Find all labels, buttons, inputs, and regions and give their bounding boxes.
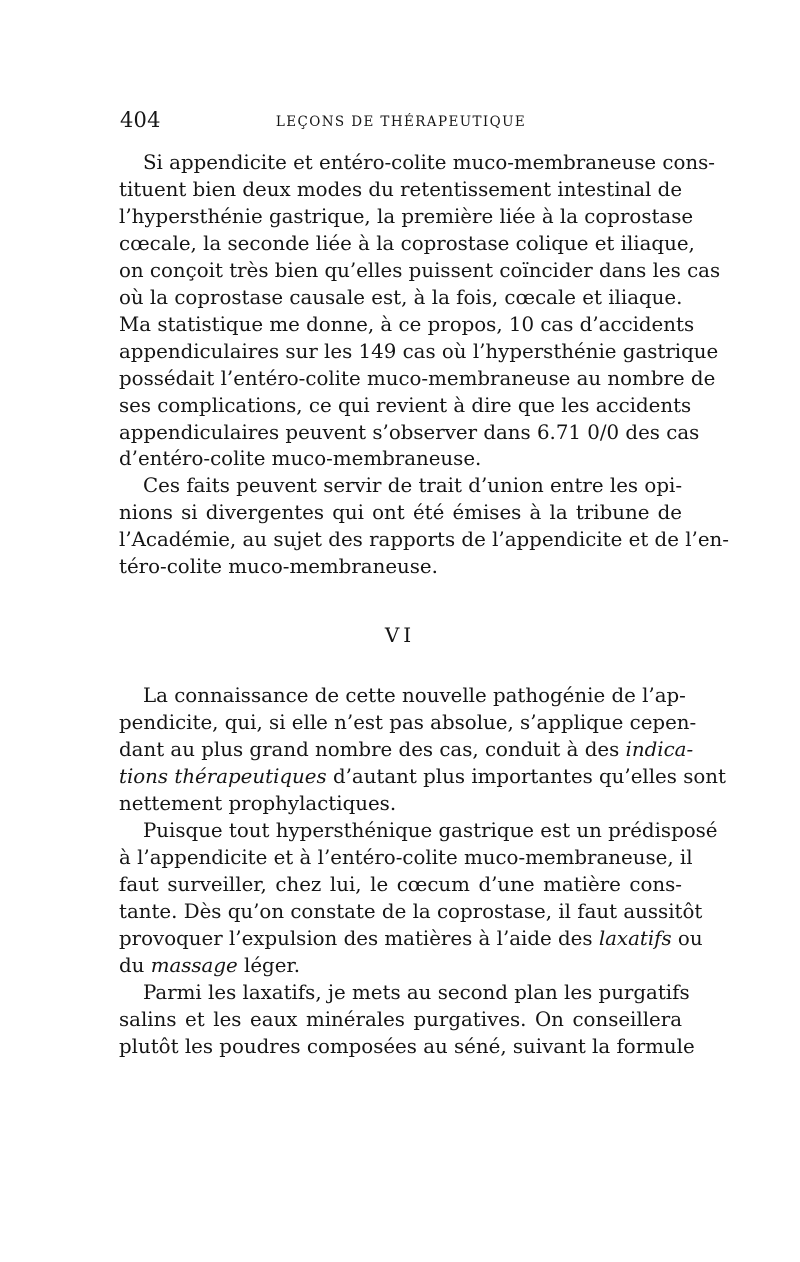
text-line [119,737,694,764]
section-number: VI [384,623,416,647]
text-line: Ma statistique me donne, à ce propos, 10 cas d’accidents [119,312,695,336]
italic-text: tions thérapeutiques [119,764,327,788]
text-line: plutôt les poudres composées au séné, suivant la formule [119,1034,695,1058]
text-line: Parmi les laxatifs, je mets au second plan les purgatifs [143,981,690,1004]
text-line: La connaissance de cette nouvelle pathogénie de l’ap- [143,684,686,707]
text-line: ses complications, ce qui revient à dire que les accidents [119,393,692,417]
text-segment: du [119,953,151,977]
paragraph-surveillance [119,818,718,980]
text-line: où la coprostase causale est, à la fois, cœcale et iliaque. [119,285,683,309]
text-line: salins et les eaux minérales purgatives. On conseillera [119,1007,682,1031]
text-line: appendiculaires peuvent s’observer dans 6.71 0/0 des cas [119,420,700,444]
text-line [119,764,726,791]
text-line: faut surveiller, chez lui, le cœcum d’une matière cons- [119,872,682,896]
paragraph-indications [119,683,726,818]
text-line: d’entéro-colite muco-membraneuse. [119,447,482,471]
text-line: nions si divergentes qui ont été émises à la tribune de [119,500,682,524]
text-segment: provoquer l’expulsion des matières à l’aide des [119,926,599,950]
text-line: cœcale, la seconde liée à la coprostase colique et iliaque, [119,231,695,255]
text-line: à l’appendicite et à l’entéro-colite muco-membraneuse, il [119,845,693,869]
text-line: tituent bien deux modes du retentissement intestinal de [119,177,683,201]
paragraph-academie [119,473,729,581]
text-line: appendiculaires sur les 149 cas où l’hypersthénie gastrique [119,339,719,363]
italic-text: laxatifs [598,926,672,950]
text-segment: léger. [237,953,300,977]
paragraph-laxatifs [119,980,695,1061]
running-title: LEÇONS DE THÉRAPEUTIQUE [275,114,527,130]
text-line: Ces faits peuvent servir de trait d’union entre les opi- [143,474,682,497]
text-line: pendicite, qui, si elle n’est pas absolue, s’applique cepen- [119,710,697,734]
paragraph-appendicite-enterocolite [119,150,721,473]
italic-text: indica- [625,737,694,761]
text-line: possédait l’entéro-colite muco-membraneuse au nombre de [119,366,716,390]
text-line: tante. Dès qu’on constate de la coprostase, il faut aussitôt [119,899,703,923]
text-line: nettement prophylactiques. [119,791,397,815]
text-segment: d’autant plus importantes qu’elles sont [326,764,726,788]
text-line: l’Académie, au sujet des rapports de l’appendicite et de l’en- [119,527,729,551]
text-line: Si appendicite et entéro-colite muco-membraneuse cons- [143,151,715,174]
text-segment: ou [671,926,703,950]
text-line [119,926,703,953]
page-number: 404 [120,108,161,132]
italic-text: massage [150,953,238,977]
page-header [120,108,682,138]
text-line: on conçoit très bien qu’elles puissent coïncider dans les cas [119,258,721,282]
text-line [119,953,682,980]
text-line: téro-colite muco-membraneuse. [119,554,438,578]
text-line: Puisque tout hypersthénique gastrique est un prédisposé [143,819,718,842]
text-line: l’hypersthénie gastrique, la première liée à la coprostase [119,204,694,228]
text-segment: dant au plus grand nombre des cas, conduit à des [119,737,626,761]
